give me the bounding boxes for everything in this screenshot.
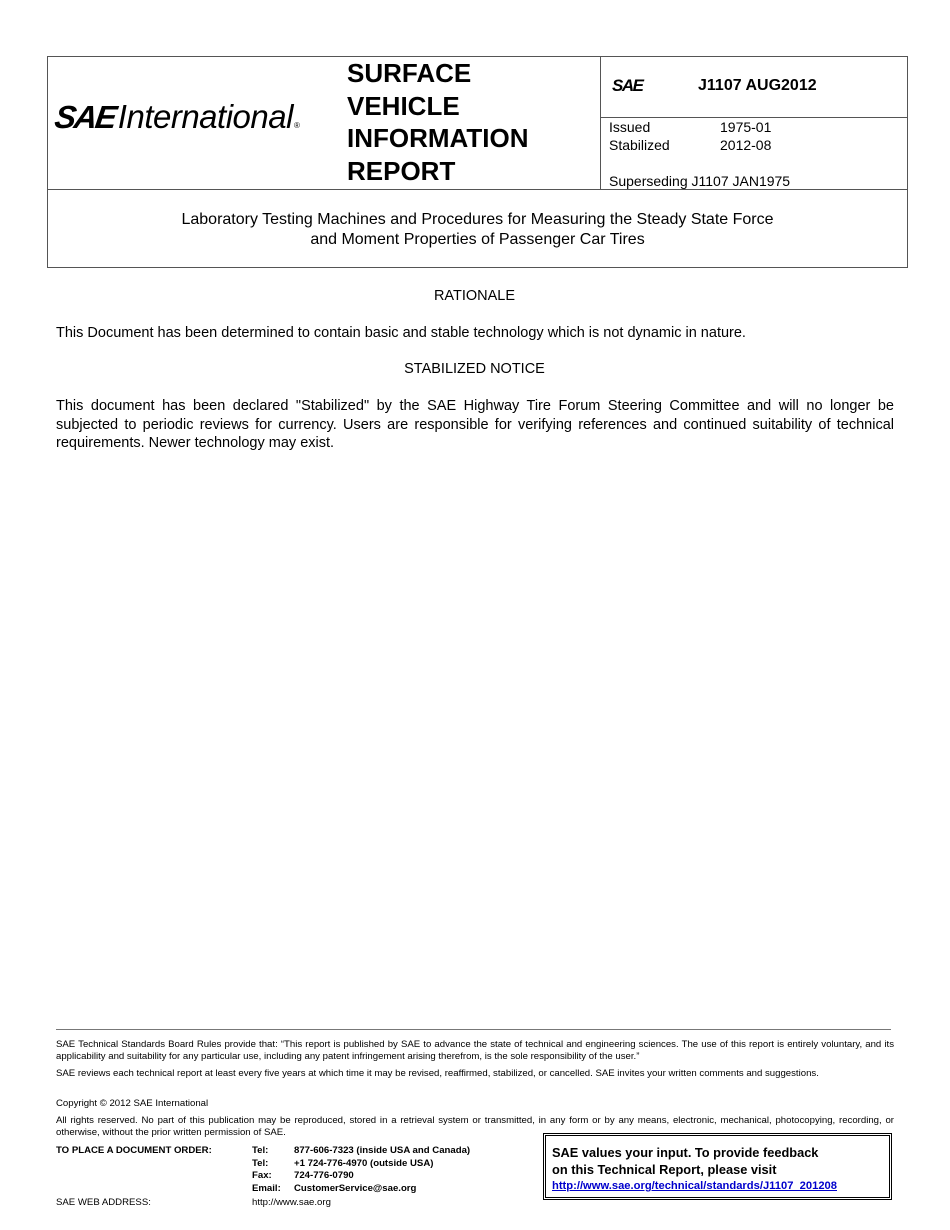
document-title: [47, 210, 908, 250]
stabilized-notice-heading: STABILIZED NOTICE: [404, 361, 545, 377]
feedback-box: [543, 1133, 892, 1200]
stabilized-label: Stabilized: [609, 137, 670, 153]
contact-row: [252, 1158, 542, 1171]
review-notice: SAE reviews each technical report at least every five years at which time it may be revised, reaffirmed, stabilized, or cancelled. SAE invites your written comments and suggestions.: [56, 1068, 819, 1079]
contact-label: Tel:: [252, 1145, 269, 1156]
contact-value: 877-606-7323 (inside USA and Canada): [294, 1145, 471, 1156]
contact-email[interactable]: CustomerService@sae.org: [294, 1182, 417, 1194]
issued-label: Issued: [609, 119, 651, 135]
sae-mark: SAE: [612, 76, 643, 95]
doc-type-line: VEHICLE: [347, 90, 460, 121]
document-id: J1107 AUG2012: [698, 77, 817, 94]
feedback-line: on this Technical Report, please visit: [552, 1161, 777, 1177]
web-address-link[interactable]: http://www.sae.org: [252, 1197, 331, 1208]
contact-value: 724-776-0790: [294, 1170, 354, 1182]
header-vertical-divider: [600, 56, 601, 190]
title-line: Laboratory Testing Machines and Procedures for Measuring the Steady State Force: [181, 211, 774, 228]
rationale-heading: RATIONALE: [433, 288, 516, 304]
rights-reserved: All rights reserved. No part of this publication may be reproduced, stored in a retrieval system or transmitted, in any form or by any means, electronic, mechanical, photocopying, recording, or otherwise, without the prior written permission of SAE.: [56, 1115, 894, 1139]
issued-value: 1975-01: [720, 119, 772, 135]
order-label: TO PLACE A DOCUMENT ORDER:: [56, 1145, 212, 1156]
order-contacts: [252, 1145, 542, 1195]
doc-type-line: INFORMATION: [347, 123, 529, 153]
logo-international-text: International: [117, 98, 293, 135]
feedback-link[interactable]: http://www.sae.org/technical/standards/J1107_201208: [552, 1180, 837, 1192]
contact-label: Fax:: [252, 1170, 272, 1182]
title-line: and Moment Properties of Passenger Car Tires: [310, 231, 645, 248]
contact-value: +1 724-776-4970 (outside USA): [294, 1157, 434, 1169]
doc-type-line: SURFACE: [347, 58, 472, 88]
contact-row: [252, 1183, 542, 1196]
web-address-label: SAE WEB ADDRESS:: [56, 1197, 151, 1208]
logo-sae-text: SAE: [52, 99, 118, 135]
registered-mark: ®: [293, 121, 300, 130]
standards-board-rules: SAE Technical Standards Board Rules provide that: “This report is published by SAE to advance the state of technical and engineering sciences. The use of this report is entirely voluntary, and its applicability and suitability for any particular use, including any patent infringement arising therefrom, is the sole responsibility of the user.”: [56, 1039, 894, 1063]
header-divider: [47, 189, 908, 190]
contact-label: Tel:: [252, 1157, 269, 1169]
stabilized-value: 2012-08: [720, 137, 772, 153]
sae-international-logo: [52, 98, 300, 138]
copyright: Copyright © 2012 SAE International: [56, 1098, 209, 1109]
rationale-text: This Document has been determined to contain basic and stable technology which is not dynamic in nature.: [56, 325, 746, 341]
superseding: Superseding J1107 JAN1975: [609, 173, 791, 189]
header-right-divider: [600, 117, 908, 118]
doc-type-line: REPORT: [347, 155, 456, 186]
footer-rule: [56, 1029, 891, 1030]
feedback-line: SAE values your input. To provide feedback: [552, 1145, 819, 1160]
stabilized-notice-text: This document has been declared "Stabilized" by the SAE Highway Tire Forum Steering Committee and will no longer be subjected to periodic reviews for currency. Users are responsible for verifying references and continued suitability of technical requirements. Newer technology may exist.: [56, 398, 894, 451]
document-type: [347, 57, 597, 187]
contact-label: Email:: [252, 1182, 281, 1194]
contact-row: [252, 1170, 542, 1183]
contact-row: [252, 1145, 542, 1158]
